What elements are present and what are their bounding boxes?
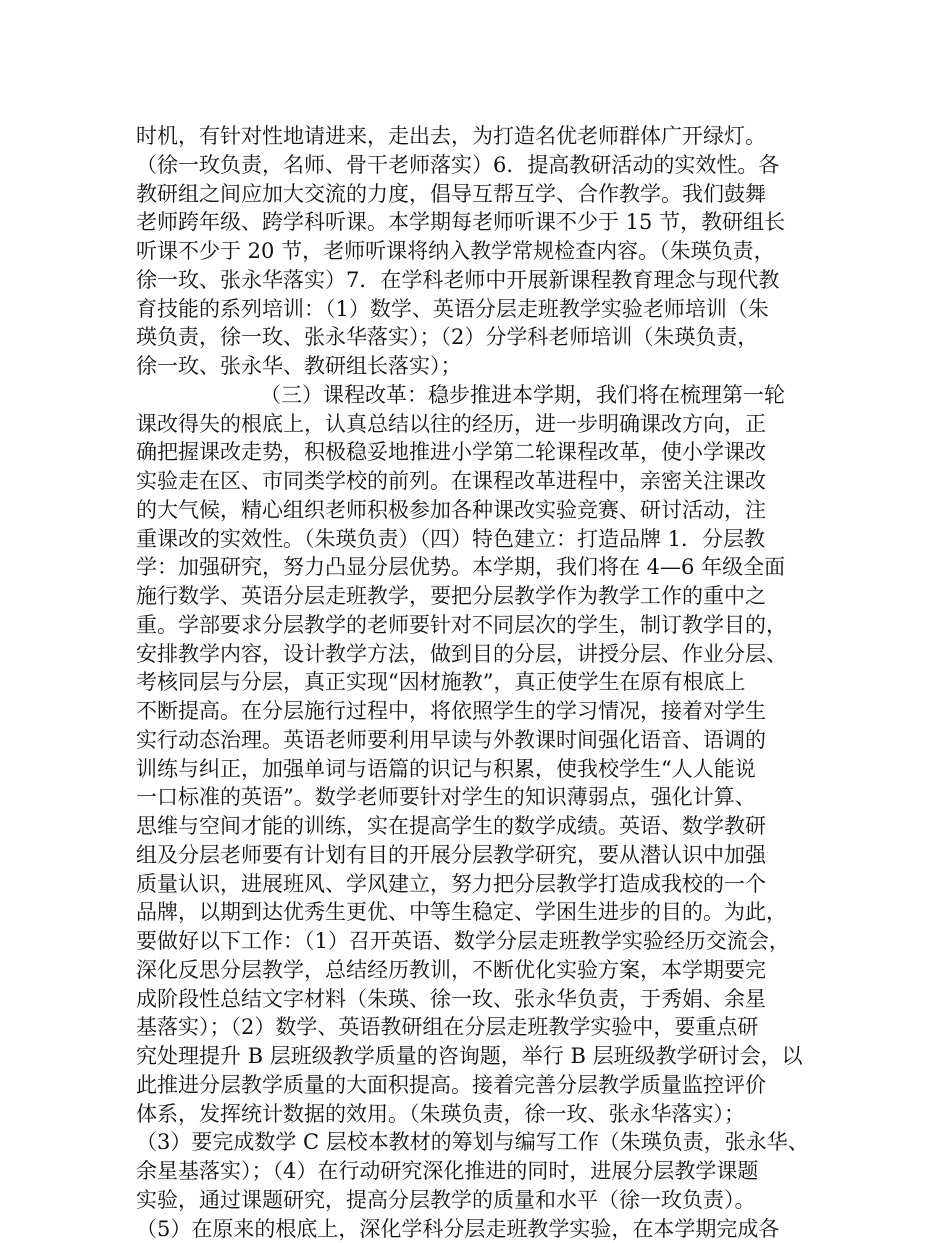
text-line: 究处理提升 B 层班级教学质量的咨询题，举行 B 层班级教学研讨会，以 <box>136 1042 816 1071</box>
text-line: 要做好以下工作：（1）召开英语、数学分层走班教学实验经历交流会， <box>136 927 816 956</box>
text-line: 徐一玫、张永华落实）7．在学科老师中开展新课程教育理念与现代教 <box>136 266 816 295</box>
text-line: 实验，通过课题研究，提高分层教学的质量和水平（徐一玫负责）。 <box>136 1186 816 1215</box>
text-line: 品牌，以期到达优秀生更优、中等生稳定、学困生进步的目的。为此， <box>136 898 816 927</box>
text-line: 此推进分层教学质量的大面积提高。接着完善分层教学质量监控评价 <box>136 1071 816 1100</box>
text-line: 的大气候，精心组织老师积极参加各种课改实验竞赛、研讨活动，注 <box>136 496 816 525</box>
text-line: 老师跨年级、跨学科听课。本学期每老师听课不少于 15 节，教研组长 <box>136 208 816 237</box>
text-line: 考核同层与分层，真正实现“因材施教”，真正使学生在原有根底上 <box>136 668 816 697</box>
text-line: 听课不少于 20 节，老师听课将纳入教学常规检查内容。（朱瑛负责， <box>136 237 816 266</box>
text-line: 安排教学内容，设计教学方法，做到目的分层，讲授分层、作业分层、 <box>136 640 816 669</box>
text-line: 教研组之间应加大交流的力度，倡导互帮互学、合作教学。我们鼓舞 <box>136 180 816 209</box>
text-line: 课改得失的根底上，认真总结以往的经历，进一步明确课改方向，正 <box>136 410 816 439</box>
text-line: 一口标准的英语”。数学老师要针对学生的知识薄弱点，强化计算、 <box>136 783 816 812</box>
text-line: 基落实）；（2）数学、英语教研组在分层走班教学实验中，要重点研 <box>136 1013 816 1042</box>
text-line: 确把握课改走势，积极稳妥地推进小学第二轮课程改革，使小学课改 <box>136 438 816 467</box>
text-line: （徐一玫负责，名师、骨干老师落实）6．提高教研活动的实效性。各 <box>136 151 816 180</box>
text-line: 思维与空间才能的训练，实在提高学生的数学成绩。英语、数学教研 <box>136 812 816 841</box>
text-line: 重课改的实效性。（朱瑛负责）（四）特色建立：打造品牌 1．分层教 <box>136 525 816 554</box>
text-line: 体系，发挥统计数据的效用。（朱瑛负责，徐一玫、张永华落实）； <box>136 1100 816 1129</box>
text-line: （3）要完成数学 C 层校本教材的筹划与编写工作（朱瑛负责，张永华、 <box>136 1128 816 1157</box>
text-line: 深化反思分层教学，总结经历教训，不断优化实验方案，本学期要完 <box>136 956 816 985</box>
section-heading-line: （三）课程改革：稳步推进本学期，我们将在梳理第一轮 <box>136 381 816 410</box>
text-line: 实验走在区、市同类学校的前列。在课程改革进程中，亲密关注课改 <box>136 467 816 496</box>
text-line: 不断提高。在分层施行过程中，将依照学生的学习情况，接着对学生 <box>136 697 816 726</box>
text-line: 余星基落实）；（4）在行动研究深化推进的同时，进展分层教学课题 <box>136 1157 816 1186</box>
text-line: 实行动态治理。英语老师要利用早读与外教课时间强化语音、语调的 <box>136 726 816 755</box>
text-line: 育技能的系列培训：（1）数学、英语分层走班教学实验老师培训（朱 <box>136 295 816 324</box>
text-line: 时机，有针对性地请进来，走出去，为打造名优老师群体广开绿灯。 <box>136 122 816 151</box>
text-line: 组及分层老师要有计划有目的开展分层教学研究，要从潜认识中加强 <box>136 841 816 870</box>
text-line: 重。学部要求分层教学的老师要针对不同层次的学生，制订教学目的， <box>136 611 816 640</box>
text-line: 学：加强研究，努力凸显分层优势。本学期，我们将在 4—6 年级全面 <box>136 553 816 582</box>
text-line: 瑛负责，徐一玫、张永华落实）；（2）分学科老师培训（朱瑛负责， <box>136 323 816 352</box>
text-line: 训练与纠正，加强单词与语篇的识记与积累，使我校学生“人人能说 <box>136 755 816 784</box>
text-line: （5）在原来的根底上，深化学科分层走班教学实验，在本学期完成各 <box>136 1215 816 1243</box>
text-line: 施行数学、英语分层走班教学，要把分层教学作为教学工作的重中之 <box>136 582 816 611</box>
text-line: 徐一玫、张永华、教研组长落实）； <box>136 352 816 381</box>
text-line: 成阶段性总结文字材料（朱瑛、徐一玫、张永华负责，于秀娟、余星 <box>136 985 816 1014</box>
document-body <box>136 122 816 1243</box>
text-line: 质量认识，进展班风、学风建立，努力把分层教学打造成我校的一个 <box>136 870 816 899</box>
